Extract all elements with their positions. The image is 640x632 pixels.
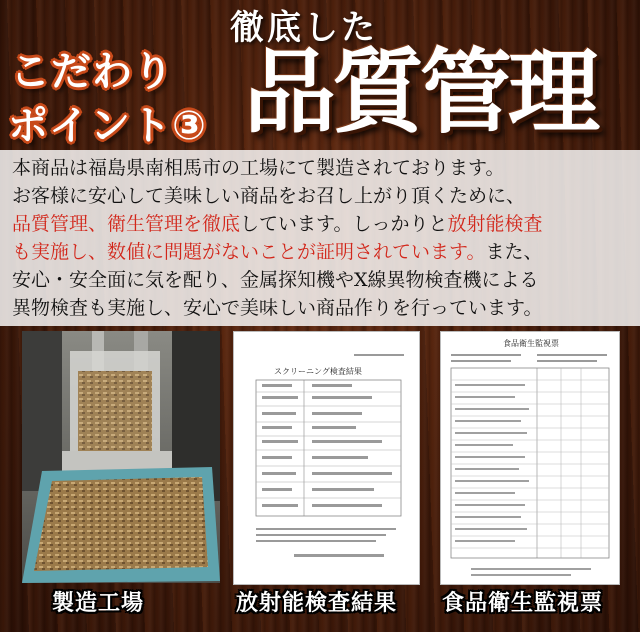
body-text-run: 安心・安全面に気を配り、金属探知機やX線異物検査機による <box>12 269 539 291</box>
description-line <box>12 266 632 294</box>
caption-factory: 製造工場 <box>52 591 145 616</box>
body-text-run: 本商品は福島県南相馬市の工場にて製造されております。 <box>12 157 505 179</box>
factory-photo <box>22 331 220 583</box>
screening-result-document <box>233 331 420 585</box>
body-text-run: また、 <box>485 241 543 263</box>
description-line <box>12 154 632 182</box>
description-text <box>12 154 632 322</box>
body-text-run: 異物検査も実施し、安心で美味しい商品作りを行っています。 <box>12 297 543 319</box>
doc-screening-title: スクリーニング検査結果 <box>274 367 362 376</box>
factory-photo-image <box>22 331 220 583</box>
hygiene-inspection-document <box>440 331 620 585</box>
description-line <box>12 182 632 210</box>
emphasis-text: 放射能検査 <box>447 213 543 235</box>
badge-line-2: ポイント③ <box>8 103 207 149</box>
description-line <box>12 210 632 238</box>
doc-hygiene-title: 食品衛生監視票 <box>503 339 559 348</box>
hygiene-document-body <box>441 332 619 584</box>
subheading: 徹底した <box>230 8 378 48</box>
caption-screening: 放射能検査結果 <box>236 591 398 616</box>
emphasis-text: 品質管理、衛生管理を徹底 <box>12 213 241 235</box>
body-text-run: お客様に安心して美味しい商品をお召し上がり頂くために、 <box>12 185 526 207</box>
emphasis-text: も実施し、数値に問題がないことが証明されています。 <box>12 241 486 263</box>
description-line <box>12 294 632 322</box>
caption-hygiene: 食品衛生監視票 <box>442 591 604 616</box>
description-line <box>12 238 632 266</box>
badge-line-1: こだわり <box>10 49 174 95</box>
headline: 品質管理 <box>244 38 597 146</box>
body-text-run: しています。しっかりと <box>240 213 448 235</box>
